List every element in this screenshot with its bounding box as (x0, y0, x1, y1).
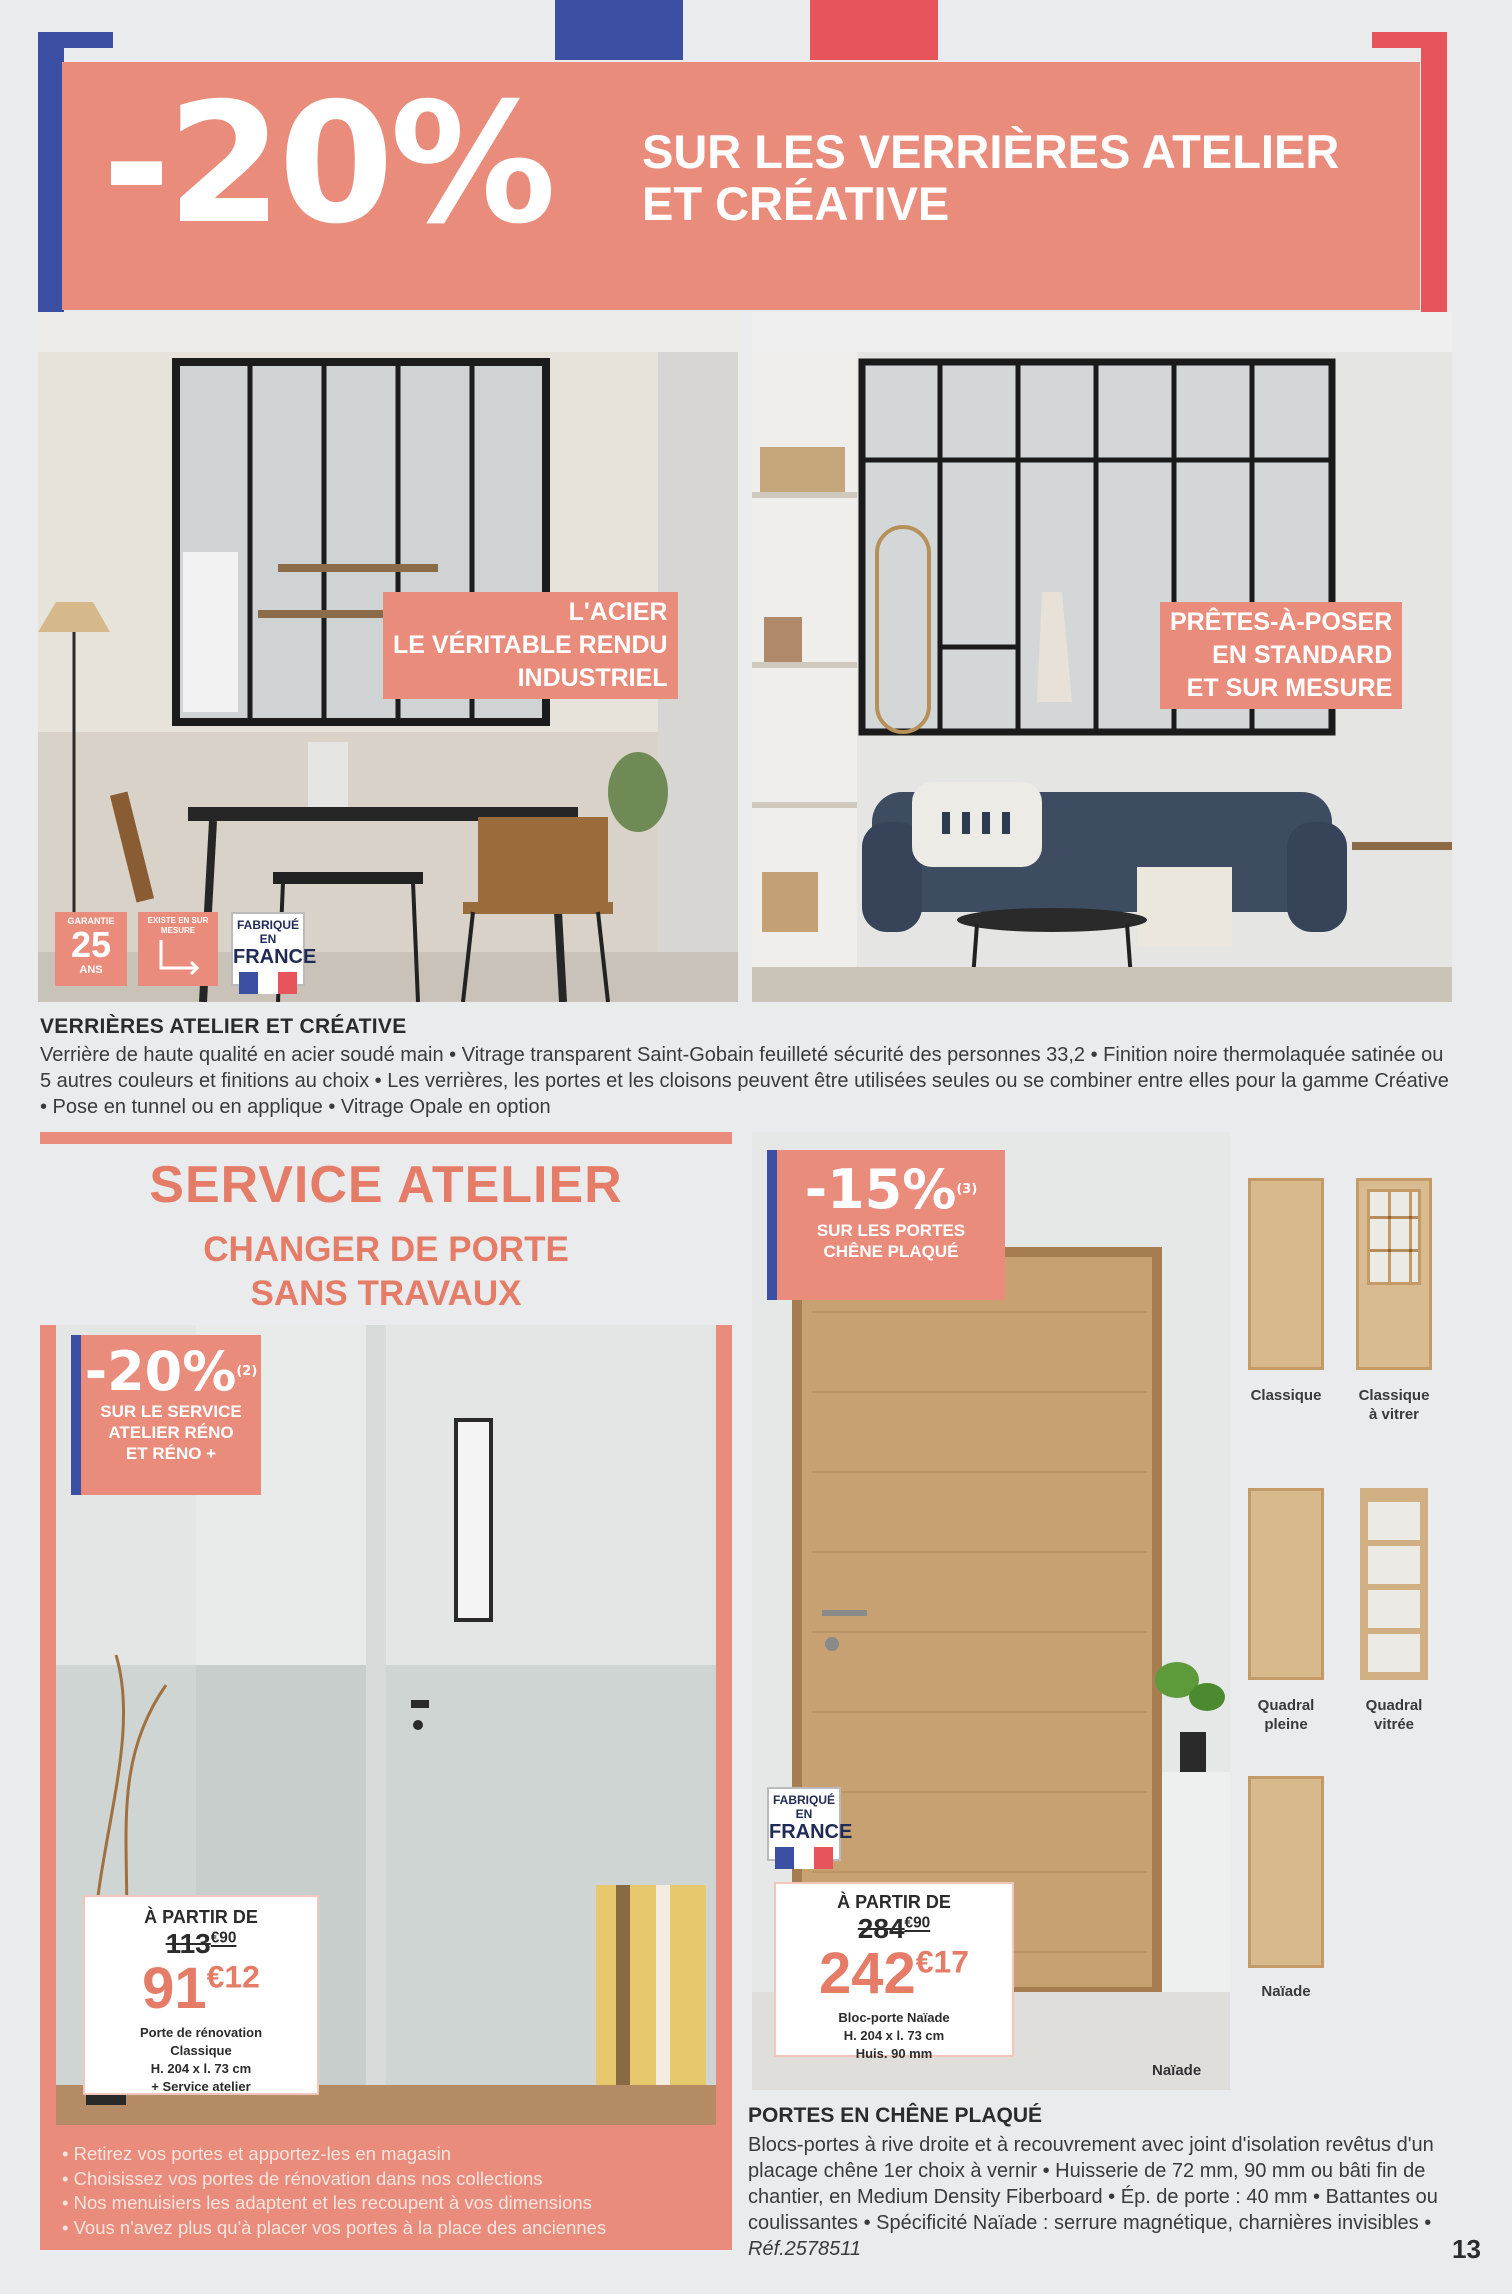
service-promo-line-2: ATELIER RÉNO (108, 1423, 234, 1442)
hero-percent: -20% (102, 68, 553, 261)
made-in-country: FRANCE (233, 946, 317, 968)
quadral-vitree-label-line-1: Quadral (1365, 1697, 1423, 1714)
renovation-desc-line-4: + Service atelier (151, 2079, 251, 2094)
door-model-quadral-vitree-label (1344, 1696, 1444, 1734)
service-steps (40, 2125, 732, 2250)
oak-door-photo (752, 1132, 1230, 2090)
renovation-new-price-int: 91 (142, 1956, 207, 2021)
door-model-naiade-label (1236, 1982, 1336, 2001)
renovation-old-price-dec: €90 (210, 1929, 237, 1947)
renovation-desc-line-1: Porte de rénovation (139, 2025, 263, 2040)
service-promo-line-1: SUR LE SERVICE (100, 1402, 242, 1421)
renovation-desc-line-2: Classique (170, 2043, 232, 2058)
renovation-price-desc (85, 2024, 317, 2096)
door-model-naiade (1248, 1776, 1324, 1968)
service-top-rule (40, 1132, 732, 1144)
oak-promo-line-1: SUR LES PORTES (816, 1221, 966, 1240)
door-model-classique-vitrer (1356, 1178, 1432, 1370)
oak-promo-note: (3) (956, 1182, 978, 1197)
renovation-new-price-dec: €12 (206, 1958, 260, 1995)
page-number: 13 (1452, 2234, 1481, 2264)
door-model-classique (1248, 1178, 1324, 1370)
door-model-quadral-pleine (1248, 1488, 1324, 1680)
guarantee-badge (55, 912, 127, 986)
steel-tag (383, 592, 678, 699)
classique-vitrer-label-line-2: à vitrer (1368, 1406, 1420, 1423)
oak-price-from: À PARTIR DE (837, 1892, 951, 1912)
oak-made-in-france-badge (767, 1787, 853, 1861)
guarantee-label: GARANTIE (67, 916, 115, 926)
service-title: SERVICE ATELIER (149, 1156, 623, 1214)
guarantee-years: 25 (70, 924, 112, 965)
renovation-desc-line-3: H. 204 x l. 73 cm (150, 2061, 252, 2076)
custom-size-label: EXISTE EN SUR MESURE (147, 916, 209, 935)
oak-doors-title: PORTES EN CHÊNE PLAQUÉ (748, 2104, 1043, 2127)
oak-promo-percent: -15% (804, 1158, 957, 1221)
oak-desc-line-1: Bloc-porte Naïade (838, 2010, 950, 2025)
door-model-classique-vitrer-label (1344, 1386, 1444, 1424)
made-in-france-badge (231, 912, 317, 986)
quadral-vitree-glazing (1368, 1496, 1420, 1672)
renovation-old-price-int: 113 (165, 1928, 211, 1959)
steel-tag-line-1: L'ACIER (568, 598, 668, 626)
oak-promo-line-2: CHÊNE PLAQUÉ (823, 1242, 959, 1261)
service-promo-note: (2) (236, 1364, 258, 1379)
steel-tag-line-3: INDUSTRIEL (517, 664, 668, 692)
oak-price-card (774, 1882, 1014, 2061)
guarantee-unit: ANS (79, 964, 103, 976)
service-step-4: • Vous n'avez plus qu'à placer vos portes à la place des anciennes (62, 2216, 607, 2238)
quadral-vitree-label-line-2: vitrée (1373, 1716, 1415, 1733)
service-step-1: • Retirez vos portes et apportez-les en magasin (62, 2143, 451, 2164)
oak-old-price-int: 284 (857, 1913, 905, 1944)
oak-doors-desc-text: Blocs-portes à rive droite et à recouvrement avec joint d'isolation revêtus d'un placage chêne 1er choix à vernir • Huisserie de 72 mm, 90 mm ou bâti fin de chantier, en Medium Density Fiberboard • Ép. de porte : 40 mm • Battantes ou coulissantes • Spécificité Naïade : serrure magnétique, charnières invisibles • (748, 2134, 1438, 2234)
renovation-door-photo (40, 1325, 732, 2125)
ready-tag-line-1: PRÊTES-À-POSER (1170, 608, 1393, 636)
custom-size-badge (138, 912, 218, 986)
hero-banner (62, 62, 1420, 310)
oak-promo-badge (767, 1150, 1005, 1300)
oak-doors-description (748, 2132, 1448, 2262)
service-step-2: • Choisissez vos portes de rénovation dans nos collections (62, 2167, 543, 2189)
service-step-3: • Nos menuisiers les adaptent et les recoupent à vos dimensions (62, 2192, 592, 2213)
door-model-quadral-pleine-label (1236, 1696, 1336, 1734)
measure-arrow-icon (153, 936, 203, 976)
oak-made-in-country: FRANCE (769, 1821, 853, 1843)
hero-headline (642, 126, 1402, 229)
oak-doors-reference: Réf.2578511 (748, 2238, 862, 2260)
service-promo-line-3: ET RÉNO + (125, 1444, 217, 1463)
renovation-price-from: À PARTIR DE (144, 1907, 258, 1927)
flag-blue-stripe (555, 0, 683, 60)
oak-desc-line-2: H. 204 x l. 73 cm (843, 2028, 945, 2043)
ready-tag-line-3: ET SUR MESURE (1186, 674, 1393, 702)
ready-tag-line-2: EN STANDARD (1212, 641, 1393, 669)
ready-to-install-tag (1160, 602, 1402, 709)
dining-room-photo (38, 312, 738, 1002)
oak-made-in-label: FABRIQUÉ EN (772, 1793, 835, 1821)
door-model-quadral-vitree (1360, 1488, 1428, 1680)
verrieres-title: VERRIÈRES ATELIER ET CRÉATIVE (40, 1015, 407, 1038)
oak-new-price-int: 242 (819, 1941, 916, 2006)
oak-old-price-dec: €90 (904, 1914, 931, 1932)
hero-line-1: SUR LES VERRIÈRES ATELIER (642, 125, 1340, 178)
steel-tag-line-2: LE VÉRITABLE RENDU (393, 631, 668, 659)
renovation-new-price (85, 1956, 317, 2021)
oak-new-price (776, 1941, 1012, 2006)
service-subtitle-line-1: CHANGER DE PORTE (203, 1230, 569, 1269)
oak-desc-line-3: Huis. 90 mm (855, 2046, 933, 2061)
verrieres-description: Verrière de haute qualité en acier soudé main • Vitrage transparent Saint-Gobain feuilleté sécurité des personnes 33,2 • Finition noire thermolaquée satinée ou 5 autres couleurs et finitions au choix • Les verrières, les portes et les cloisons peuvent être utilisées seules ou se combiner entre elles pour la gamme Créative • Pose en tunnel ou en applique • Vitrage Opale en option (40, 1044, 1449, 1118)
hero-line-2: ET CRÉATIVE (642, 176, 950, 230)
oak-new-price-dec: €17 (915, 1943, 969, 1980)
living-room-photo (752, 312, 1452, 1002)
made-in-label: FABRIQUÉ EN (236, 918, 299, 946)
service-promo-badge (71, 1335, 261, 1495)
renovation-price-card (83, 1895, 319, 2095)
door-model-classique-label (1236, 1386, 1336, 1405)
classique-vitrer-glazing (1367, 1189, 1421, 1285)
classique-vitrer-label-line-1: Classique (1358, 1387, 1430, 1404)
oak-france-flag-icon (775, 1847, 833, 1869)
oak-price-desc (776, 2009, 1012, 2063)
service-promo-percent: -20% (84, 1340, 237, 1403)
service-subtitle (40, 1228, 732, 1316)
quadral-pleine-label-line-1: Quadral (1257, 1697, 1315, 1714)
naiade-label-line-1: Naïade (1261, 1983, 1311, 2000)
oak-photo-caption: Naïade (1152, 2062, 1202, 2079)
service-subtitle-line-2: SANS TRAVAUX (250, 1274, 522, 1313)
flag-red-stripe (810, 0, 938, 60)
classique-label-line-1: Classique (1250, 1387, 1322, 1404)
france-flag-icon (239, 972, 297, 994)
quadral-pleine-label-line-2: pleine (1264, 1716, 1308, 1733)
